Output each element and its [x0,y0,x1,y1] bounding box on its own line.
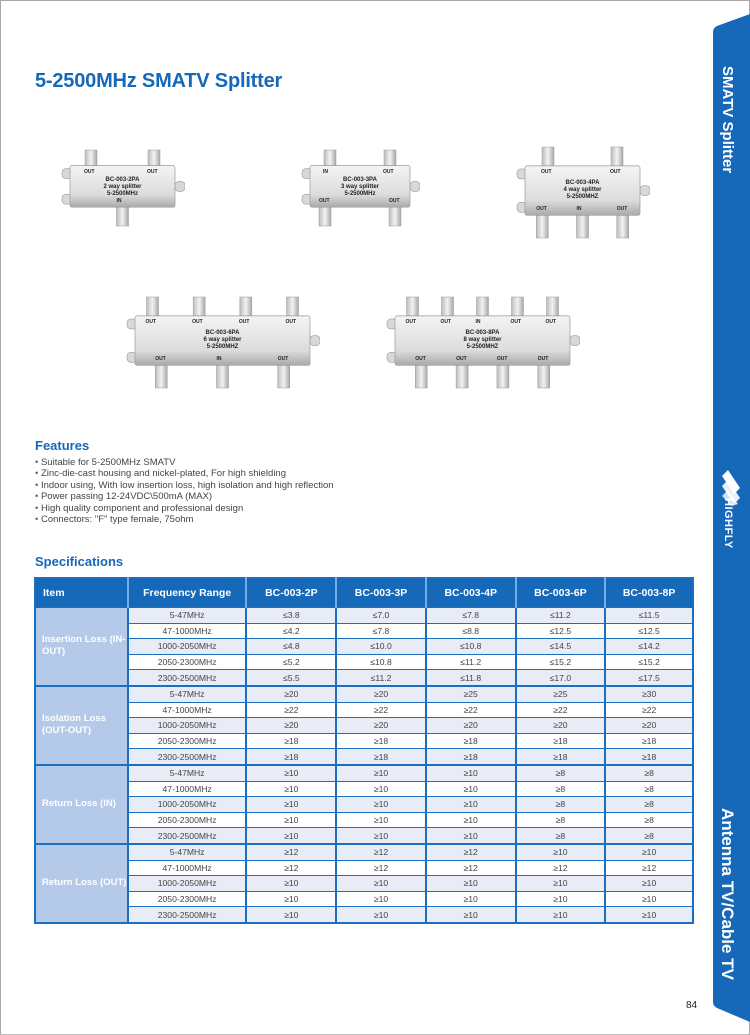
value-cell: ≥18 [426,749,516,765]
port-label: OUT [238,318,250,325]
value-cell: ≤10.0 [336,639,426,655]
f-connector [193,297,205,318]
value-cell: ≥12 [516,860,606,876]
port-label: OUT [496,356,508,363]
f-connector [407,297,419,318]
port-label: OUT [145,318,157,325]
splitter-product-image [385,295,580,390]
value-cell: ≥10 [246,781,336,797]
value-cell: ≥10 [246,891,336,907]
f-connector [512,297,524,318]
port-label: OUT [610,168,621,175]
item-group-label: Isolation Loss (OUT-OUT) [35,686,128,765]
value-cell: ≥8 [516,828,606,844]
value-cell: ≥10 [426,891,516,907]
port-label: OUT [510,318,522,325]
value-cell: ≤11.8 [426,670,516,686]
value-cell: ≥18 [246,749,336,765]
product-range: 5-2500MHz [106,191,138,198]
port-label: IN [116,198,122,205]
table-row [35,702,693,718]
table-row [35,781,693,797]
features-list [35,457,334,525]
side-tab-top-label: SMATV Splitter [719,66,736,174]
table-row [35,765,693,781]
frequency-cell: 5-47MHz [128,844,247,860]
product-model: BC-003-6PA [205,329,240,336]
product-range: 5-2500MHZ [206,343,239,350]
value-cell: ≤15.2 [605,654,693,670]
port-label: IN [475,318,481,325]
value-cell: ≥8 [605,781,693,797]
table-row [35,812,693,828]
table-row [35,907,693,923]
product-range: 5-2500MHZ [466,343,499,350]
table-row [35,670,693,686]
header-frequency-range: Frequency Range [128,578,247,608]
value-cell: ≥10 [426,781,516,797]
value-cell: ≥8 [605,828,693,844]
table-row [35,876,693,892]
product-model: BC-003-4PA [565,179,600,186]
value-cell: ≥10 [336,781,426,797]
frequency-cell: 5-47MHz [128,686,247,702]
product-desc: 2 way splitter [103,184,142,191]
f-connector [611,147,623,168]
value-cell: ≥10 [246,797,336,813]
value-cell: ≥20 [246,718,336,734]
value-cell: ≥25 [516,686,606,702]
value-cell: ≥12 [246,860,336,876]
f-connector [442,297,454,318]
value-cell: ≥10 [336,891,426,907]
feature-item: • Connectors: "F" type female, 75ohm [35,514,334,525]
value-cell: ≤4.2 [246,623,336,639]
value-cell: ≥20 [336,718,426,734]
value-cell: ≥10 [336,765,426,781]
table-row [35,749,693,765]
product-model: BC-003-2PA [105,177,140,184]
port-label: OUT [616,206,628,213]
splitter-product-image [125,295,320,390]
table-header-row [35,578,693,608]
header-item: Item [35,578,128,608]
value-cell: ≤15.2 [516,654,606,670]
table-row [35,828,693,844]
splitter-product-image [300,148,420,228]
splitter-product-image [60,148,185,228]
table-row [35,654,693,670]
value-cell: ≥10 [605,891,693,907]
port-label: OUT [192,318,203,325]
value-cell: ≥22 [426,702,516,718]
value-cell: ≥10 [605,907,693,923]
f-connector [577,215,589,238]
value-cell: ≥10 [426,828,516,844]
product-desc: 4 way splitter [563,186,602,193]
features-title: Features [35,438,90,453]
value-cell: ≥10 [336,828,426,844]
value-cell: ≤5.5 [246,670,336,686]
port-label: OUT [440,318,452,325]
value-cell: ≤11.2 [336,670,426,686]
f-connector [319,207,331,226]
product-desc: 8 way splitter [463,336,502,343]
port-label: OUT [319,198,330,205]
value-cell: ≤12.5 [605,623,693,639]
item-group-label: Insertion Loss (IN-OUT) [35,608,128,686]
value-cell: ≥10 [605,876,693,892]
value-cell: ≥18 [516,733,606,749]
table-row [35,608,693,624]
f-connector [389,207,401,226]
frequency-cell: 1000-2050MHz [128,639,247,655]
f-connector [536,215,548,238]
value-cell: ≥20 [426,718,516,734]
value-cell: ≥10 [426,765,516,781]
port-label: OUT [541,168,552,175]
table-row [35,718,693,734]
f-connector [147,297,159,318]
port-label: OUT [456,356,467,363]
value-cell: ≥18 [246,733,336,749]
value-cell: ≥22 [516,702,606,718]
value-cell: ≥18 [605,749,693,765]
splitter-product-image [515,145,650,240]
port-label: OUT [383,168,394,175]
f-connector [85,150,97,168]
value-cell: ≥12 [336,844,426,860]
value-cell: ≥22 [246,702,336,718]
value-cell: ≥12 [426,844,516,860]
f-connector [148,150,160,168]
value-cell: ≤11.2 [426,654,516,670]
feature-item: • Zinc-die-cast housing and nickel-plated, For high shielding [35,468,334,479]
value-cell: ≥10 [516,891,606,907]
value-cell: ≥10 [246,765,336,781]
f-connector [456,365,468,388]
specifications-table [34,577,694,924]
product-label [515,180,650,201]
feature-item: • Power passing 12-24VDC\500mA (MAX) [35,491,334,502]
value-cell: ≥8 [516,765,606,781]
value-cell: ≥8 [605,812,693,828]
port-label: OUT [389,198,400,205]
value-cell: ≥22 [336,702,426,718]
value-cell: ≤8.8 [426,623,516,639]
frequency-cell: 1000-2050MHz [128,797,247,813]
frequency-cell: 2300-2500MHz [128,749,247,765]
value-cell: ≥8 [605,797,693,813]
value-cell: ≤4.8 [246,639,336,655]
feature-item: • Suitable for 5-2500MHz SMATV [35,457,334,468]
value-cell: ≥18 [336,733,426,749]
port-label: OUT [84,168,95,175]
frequency-cell: 2050-2300MHz [128,891,247,907]
value-cell: ≥10 [516,876,606,892]
port-label: OUT [285,318,297,325]
product-model: BC-003-8PA [465,329,500,336]
value-cell: ≥10 [516,844,606,860]
frequency-cell: 47-1000MHz [128,702,247,718]
table-row [35,733,693,749]
product-label [60,177,185,198]
f-connector [324,150,336,168]
frequency-cell: 1000-2050MHz [128,876,247,892]
value-cell: ≥20 [516,718,606,734]
header-model: BC-003-3P [336,578,426,608]
value-cell: ≥10 [426,876,516,892]
frequency-cell: 2050-2300MHz [128,733,247,749]
header-model: BC-003-6P [516,578,606,608]
frequency-cell: 47-1000MHz [128,860,247,876]
table-row [35,891,693,907]
value-cell: ≥10 [426,907,516,923]
value-cell: ≥10 [336,812,426,828]
product-desc: 6 way splitter [203,336,242,343]
product-range: 5-2500MHZ [566,193,599,200]
value-cell: ≤14.5 [516,639,606,655]
value-cell: ≥10 [246,828,336,844]
f-connector [497,365,509,388]
value-cell: ≥8 [605,765,693,781]
value-cell: ≤17.0 [516,670,606,686]
port-label: IN [576,206,582,213]
value-cell: ≥12 [605,860,693,876]
f-connector [278,365,290,388]
f-connector [155,365,167,388]
product-label [300,177,420,198]
value-cell: ≤11.5 [605,608,693,624]
value-cell: ≥18 [605,733,693,749]
f-connector [117,207,129,226]
value-cell: ≥10 [246,907,336,923]
port-label: OUT [405,318,417,325]
value-cell: ≥8 [516,812,606,828]
value-cell: ≥12 [246,844,336,860]
frequency-cell: 2300-2500MHz [128,670,247,686]
value-cell: ≤5.2 [246,654,336,670]
value-cell: ≥20 [246,686,336,702]
page-number: 84 [686,1000,698,1011]
value-cell: ≤10.8 [336,654,426,670]
frequency-cell: 2300-2500MHz [128,907,247,923]
value-cell: ≥10 [426,797,516,813]
value-cell: ≥10 [516,907,606,923]
value-cell: ≤7.8 [426,608,516,624]
table-row [35,639,693,655]
value-cell: ≥30 [605,686,693,702]
f-connector [542,147,554,168]
value-cell: ≥20 [605,718,693,734]
item-group-label: Return Loss (OUT) [35,844,128,923]
value-cell: ≤12.5 [516,623,606,639]
port-label: OUT [277,356,289,363]
frequency-cell: 1000-2050MHz [128,718,247,734]
value-cell: ≥10 [605,844,693,860]
value-cell: ≥10 [246,812,336,828]
value-cell: ≥10 [246,876,336,892]
frequency-cell: 2050-2300MHz [128,654,247,670]
port-label: IN [323,168,328,175]
port-label: OUT [155,356,166,363]
value-cell: ≥10 [336,797,426,813]
value-cell: ≤10.8 [426,639,516,655]
header-model: BC-003-2P [246,578,336,608]
value-cell: ≤17.5 [605,670,693,686]
frequency-cell: 47-1000MHz [128,623,247,639]
logo-text: HIGHFLY [722,498,734,549]
frequency-cell: 5-47MHz [128,765,247,781]
table-row [35,686,693,702]
f-connector [477,297,489,318]
f-connector [384,150,396,168]
port-label: OUT [537,356,549,363]
port-label: OUT [536,206,547,213]
header-model: BC-003-4P [426,578,516,608]
value-cell: ≥10 [336,876,426,892]
product-model: BC-003-3PA [343,177,377,184]
frequency-cell: 5-47MHz [128,608,247,624]
port-label: OUT [545,318,557,325]
value-cell: ≥18 [516,749,606,765]
value-cell: ≥8 [516,797,606,813]
value-cell: ≥22 [605,702,693,718]
table-row [35,797,693,813]
port-label: OUT [415,356,426,363]
value-cell: ≥25 [426,686,516,702]
port-label: OUT [147,168,158,175]
table-row [35,860,693,876]
value-cell: ≥8 [516,781,606,797]
frequency-cell: 47-1000MHz [128,781,247,797]
f-connector [547,297,559,318]
side-tab-bottom-label: Antenna TV/Cable TV [718,808,737,980]
frequency-cell: 2300-2500MHz [128,828,247,844]
product-label [125,330,320,351]
f-connector [287,297,299,318]
value-cell: ≥18 [336,749,426,765]
value-cell: ≤3.8 [246,608,336,624]
frequency-cell: 2050-2300MHz [128,812,247,828]
value-cell: ≤7.0 [336,608,426,624]
f-connector [415,365,427,388]
f-connector [617,215,629,238]
f-connector [217,365,229,388]
item-group-label: Return Loss (IN) [35,765,128,844]
value-cell: ≤11.2 [516,608,606,624]
header-model: BC-003-8P [605,578,693,608]
value-cell: ≥10 [336,907,426,923]
table-row [35,623,693,639]
value-cell: ≥20 [336,686,426,702]
product-label [385,330,580,351]
value-cell: ≥18 [426,733,516,749]
value-cell: ≤14.2 [605,639,693,655]
port-label: IN [216,356,222,363]
f-connector [538,365,550,388]
table-row [35,844,693,860]
specifications-title: Specifications [35,554,124,569]
product-range: 5-2500MHz [344,191,376,198]
value-cell: ≥12 [336,860,426,876]
f-connector [240,297,252,318]
value-cell: ≥10 [426,812,516,828]
feature-item: • Indoor using, With low insertion loss, high isolation and high reflection [35,480,334,491]
feature-item: • High quality component and professional design [35,503,334,514]
value-cell: ≤7.8 [336,623,426,639]
page-title: 5-2500MHz SMATV Splitter [35,70,283,92]
product-desc: 3 way splitter [340,184,379,191]
value-cell: ≥12 [426,860,516,876]
